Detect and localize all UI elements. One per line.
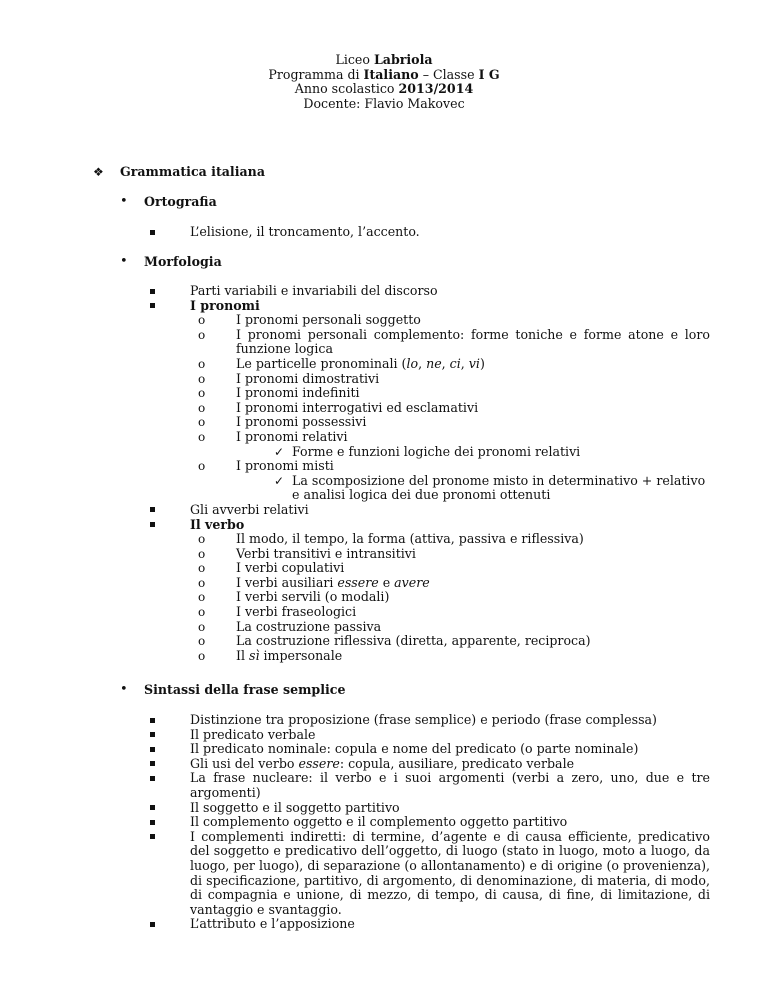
list-item: Gli avverbi relativi	[150, 503, 710, 518]
list-item: Il predicato verbale	[150, 728, 710, 743]
list-item: o I pronomi possessivi	[198, 414, 367, 430]
year-line: Anno scolastico 2013/2014	[294, 81, 474, 97]
list-item: Il complemento oggetto e il complemento oggetto partitivo	[150, 815, 710, 830]
checkmark-icon: ✓	[274, 473, 285, 488]
checkmark-icon: ✓	[274, 444, 285, 459]
list-item: o I pronomi personali complemento: forme toniche e forme atone e loro funzione logica	[198, 326, 710, 357]
program-line: Programma di Italiano – Classe I G	[268, 66, 500, 82]
list-item: o I pronomi dimostrativi	[198, 370, 380, 386]
section-title: Grammatica italiana	[120, 164, 265, 179]
subsection-title: Sintassi della frase semplice	[144, 682, 346, 697]
list-item: I complementi indiretti: di termine, d’agente e di causa efficiente, predicativo del soggetto e predicativo dell’oggetto, di luogo (stato in luogo, moto a luogo, da luogo, per luogo), di separazione (o allontanamento) e di origine (o provenienza), di specificazione, partitivo, di argomento, di denominazione, di materia, di modo, di compagnia e unione, di mezzo, di tempo, di causa, di fine, di limitazione, di vantaggio e svantaggio.	[150, 830, 710, 918]
ortografia-list	[150, 225, 710, 240]
list-item: o Il modo, il tempo, la forma (attiva, passiva e riflessiva)	[198, 531, 584, 547]
square-bullet-icon	[150, 507, 155, 512]
subsection-title: Morfologia	[144, 254, 222, 269]
square-bullet-icon	[150, 289, 155, 294]
bullet-icon: •	[120, 254, 128, 269]
list-item: o I verbi ausiliari essere e avere	[198, 574, 430, 590]
list-item: o La costruzione riflessiva (diretta, apparente, reciproca)	[198, 633, 591, 649]
list-item: Distinzione tra proposizione (frase semplice) e periodo (frase complessa)	[150, 713, 710, 728]
list-item: Il predicato nominale: copula e nome del predicato (o parte nominale)	[150, 742, 710, 757]
list-item: Il verbo	[150, 518, 710, 533]
list-item: o I pronomi interrogativi ed esclamativi	[198, 399, 479, 415]
list-item: o I verbi fraseologici	[198, 604, 357, 620]
list-item: La frase nucleare: il verbo e i suoi argomenti (verbi a zero, uno, due e tre argomenti)	[150, 771, 710, 800]
list-item: o I pronomi misti	[198, 458, 334, 474]
square-bullet-icon	[150, 805, 155, 810]
square-bullet-icon	[150, 820, 155, 825]
square-bullet-icon	[150, 303, 155, 308]
diamond-bullet-icon: ❖	[93, 165, 104, 179]
square-bullet-icon	[150, 718, 155, 723]
square-bullet-icon	[150, 776, 155, 781]
square-bullet-icon	[150, 747, 155, 752]
morfologia-list	[150, 284, 710, 663]
list-item: o Il sì impersonale	[198, 647, 343, 663]
document-header	[0, 53, 768, 111]
list-item: o I verbi servili (o modali)	[198, 589, 390, 605]
list-item: L’attributo e l’apposizione	[150, 917, 710, 932]
list-item: o Le particelle pronominali (lo, ne, ci, vi)	[198, 355, 485, 371]
square-bullet-icon	[150, 732, 155, 737]
list-item: ✓ Forme e funzioni logiche dei pronomi relativi	[274, 443, 581, 459]
bullet-icon: •	[120, 194, 128, 209]
square-bullet-icon	[150, 922, 155, 927]
list-item: o I pronomi indefiniti	[198, 385, 360, 401]
square-bullet-icon	[150, 834, 155, 839]
bullet-icon: •	[120, 682, 128, 697]
list-item: o I pronomi relativi	[198, 428, 348, 444]
school-line: Liceo Labriola	[335, 52, 433, 67]
list-item: o La costruzione passiva	[198, 618, 382, 634]
subsection-title: Ortografia	[144, 194, 217, 209]
list-item: o Verbi transitivi e intransitivi	[198, 545, 416, 561]
list-item: Gli usi del verbo essere: copula, ausiliare, predicato verbale	[150, 757, 710, 772]
square-bullet-icon	[150, 761, 155, 766]
list-item: I pronomi	[150, 299, 710, 314]
list-item: ✓ La scomposizione del pronome misto in determinativo + relativo e analisi logica dei due pronomi ottenuti	[274, 472, 706, 503]
list-item: L’elisione, il troncamento, l’accento.	[150, 225, 710, 240]
list-item: Parti variabili e invariabili del discorso	[150, 284, 710, 299]
sintassi-list	[150, 713, 710, 932]
square-bullet-icon	[150, 230, 155, 235]
list-item: o I pronomi personali soggetto	[198, 312, 421, 328]
teacher-line: Docente: Flavio Makovec	[303, 95, 465, 111]
square-bullet-icon	[150, 522, 155, 527]
list-item: Il soggetto e il soggetto partitivo	[150, 801, 710, 816]
list-item: o I verbi copulativi	[198, 560, 345, 576]
